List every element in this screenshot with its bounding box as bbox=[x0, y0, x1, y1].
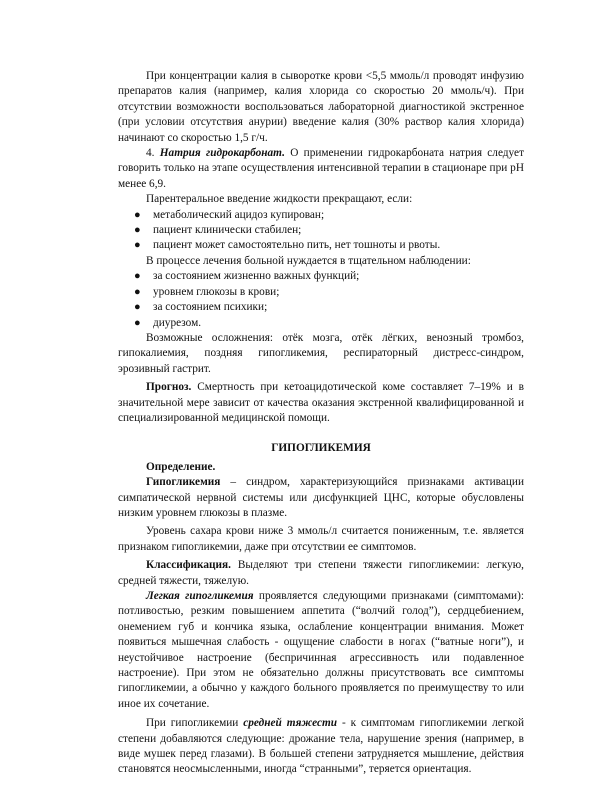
list-item: ● пациент клинически стабилен; bbox=[118, 223, 524, 238]
paragraph-moderate-hypoglycemia: При гипогликемии средней тяжести - к симптомам гипогликемии легкой степени добавляются следующие: дрожание тела, нарушение зрения (например, в виде мушек перед глазами). В большей степени затрудняется мышление, действия становятся неосмысленными, иногда “странными”, теряется ориентация. bbox=[118, 717, 524, 776]
list-monitoring bbox=[118, 269, 524, 331]
paragraph-infusion-stop: Парентеральное введение жидкости прекращают, если: bbox=[146, 193, 413, 206]
paragraph-sodium-bicarbonate bbox=[118, 146, 524, 192]
term-sodium-bicarbonate: Натрия гидрокарбонат. bbox=[159, 147, 285, 160]
paragraph-complications: Возможные осложнения: отёк мозга, отёк лёгких, венозный тромбоз, гипокалиемия, поздняя гипогликемия, респираторный дистресс-синдром, эрозивный гастрит. bbox=[118, 331, 524, 375]
list-item: ● пациент может самостоятельно пить, нет тошноты и рвоты. bbox=[118, 238, 524, 253]
definition-label: Определение. bbox=[146, 460, 216, 473]
bullet-icon: ● bbox=[134, 316, 141, 329]
page-content bbox=[118, 69, 524, 778]
bullet-icon: ● bbox=[134, 285, 141, 298]
list-item: ● за состоянием психики; bbox=[118, 300, 524, 315]
term-classification: Классификация. bbox=[146, 559, 231, 572]
paragraph-text: О применении гидрокарбоната натрия следует говорить только на этапе осуществления интенсивной терапии в стационаре при рН менее 6,9. bbox=[118, 147, 525, 190]
paragraph-monitoring: В процессе лечения больной нуждается в тщательном наблюдении: bbox=[146, 254, 471, 267]
paragraph-classification: Классификация. Выделяют три степени тяжести гипогликемии: легкую, средней тяжести, тяжелую. bbox=[118, 559, 524, 587]
bullet-icon: ● bbox=[134, 224, 141, 237]
list-item: ● метаболический ацидоз купирован; bbox=[118, 208, 524, 223]
paragraph-sugar-level: Уровень сахара крови ниже 3 ммоль/л считается пониженным, т.е. является признаком гипогликемии, даже при отсутствии ее симптомов. bbox=[118, 525, 524, 553]
term-mild-hypoglycemia: Легкая гипогликемия bbox=[146, 590, 254, 602]
section-heading: ГИПОГЛИКЕМИЯ bbox=[271, 442, 371, 455]
paragraph-definition: Гипогликемия – синдром, характеризующийся признаками активации симпатической нервной системы или дисфункцией ЦНС, которые обусловлены низким уровнем глюкозы в плазме. bbox=[118, 476, 524, 519]
list-item: ● диурезом. bbox=[118, 316, 524, 331]
term-prognosis: Прогноз. bbox=[146, 381, 192, 394]
list-item: ● за состоянием жизненно важных функций; bbox=[118, 269, 524, 284]
bullet-icon: ● bbox=[134, 208, 141, 221]
bullet-icon: ● bbox=[134, 301, 141, 314]
paragraph-potassium: При концентрации калия в сыворотке крови <5,5 ммоль/л проводят инфузию препаратов калия (например, калия хлорида со скоростью 20 ммоль/ч). При отсутствии возможности воспользоваться лабораторной диагностикой экстренное (при условии отсутствия анурии) введение калия (30% раствор калия хлорида) начинают со скоростью 1,5 г/ч. bbox=[118, 70, 524, 144]
term-moderate-severity: средней тяжести bbox=[243, 717, 338, 730]
paragraph-mild-hypoglycemia: Легкая гипогликемия проявляется следующими признаками (симптомами): потливостью, резким повышением аппетита (“волчий голод”), сердцебиением, онемением губ и кончика языка, ослабление концентрации внимания. Может появиться мышечная слабость - ощущение слабости в ногах (“ватные ноги”), и неустойчивое настроение (беспричинная агрессивность или подавленное настроение). При этом не обязательно должны присутствовать все симптомы гипогликемии, а обычно у каждого больного проявляется по преимуществу то или иное их сочетание. bbox=[118, 590, 524, 710]
term-hypoglycemia: Гипогликемия bbox=[146, 476, 221, 489]
item-number: 4. bbox=[146, 147, 160, 160]
bullet-icon: ● bbox=[134, 270, 141, 283]
list-stop-criteria bbox=[118, 208, 524, 254]
paragraph-prognosis: Прогноз. Смертность при кетоацидотической коме составляет 7–19% и в значительной мере зависит от качества оказания экстренной квалифицированной и специализированной медицинской помощи. bbox=[118, 381, 524, 424]
bullet-icon: ● bbox=[134, 239, 141, 252]
list-item: ● уровнем глюкозы в крови; bbox=[118, 285, 524, 300]
